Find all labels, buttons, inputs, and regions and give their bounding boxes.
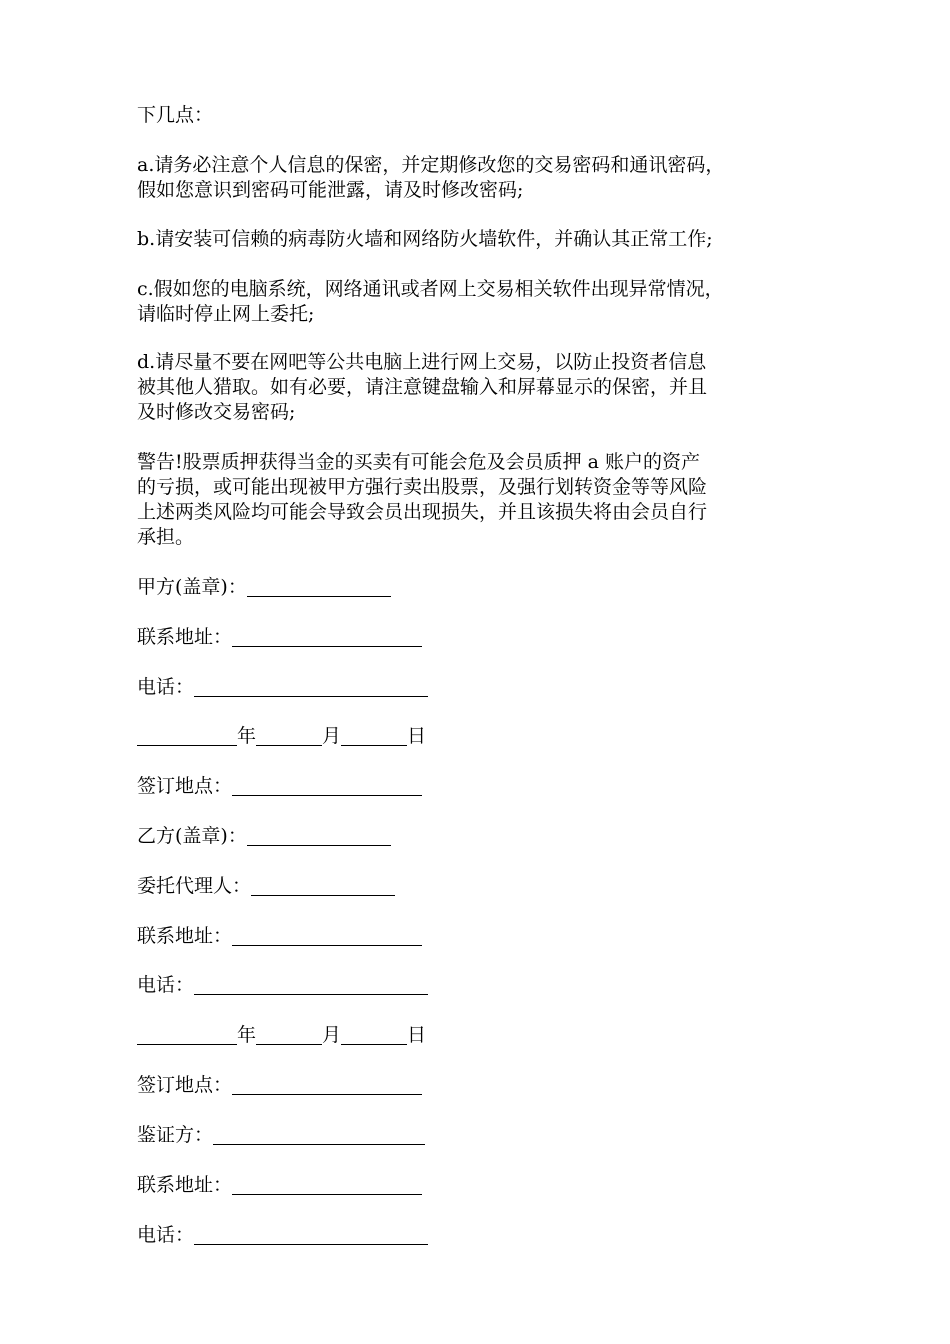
party-b-place-label: 签订地点： (137, 1074, 233, 1096)
party-b-address-field (137, 923, 422, 949)
witness-phone-blank[interactable] (194, 1224, 428, 1245)
party-b-date-field (137, 1022, 426, 1048)
party-b-year-label: 年 (237, 1024, 257, 1046)
party-a-year-label: 年 (237, 725, 257, 747)
party-a-address-blank[interactable] (232, 626, 422, 647)
item-d (137, 350, 837, 425)
party-b-phone-label: 电话： (137, 974, 195, 996)
party-b-agent-label: 委托代理人： (137, 875, 252, 897)
party-a-phone-label: 电话： (137, 676, 195, 698)
party-b-seal-field (137, 823, 391, 849)
party-a-place-label: 签订地点： (137, 775, 233, 797)
item-d-line-3: 及时修改交易密码; (137, 401, 296, 423)
party-a-year-blank[interactable] (137, 725, 237, 746)
intro-line: 下几点： (137, 104, 214, 126)
party-b-place-blank[interactable] (232, 1074, 422, 1095)
party-b-agent-blank[interactable] (251, 875, 395, 896)
party-a-month-blank[interactable] (256, 725, 322, 746)
party-b-year-blank[interactable] (137, 1024, 237, 1045)
party-b-seal-blank[interactable] (247, 825, 391, 846)
party-a-address-field (137, 624, 422, 650)
party-b-place-field (137, 1072, 422, 1098)
party-b-month-label: 月 (322, 1024, 342, 1046)
party-b-address-label: 联系地址： (137, 925, 233, 947)
witness-phone-field (137, 1222, 428, 1248)
item-a-line-2: 假如您意识到密码可能泄露，请及时修改密码; (137, 179, 524, 201)
party-a-address-label: 联系地址： (137, 626, 233, 648)
item-d-line-1: d.请尽量不要在网吧等公共电脑上进行网上交易，以防止投资者信息 (137, 351, 707, 373)
party-a-seal-field (137, 574, 391, 600)
party-a-seal-label: 甲方(盖章)： (137, 576, 247, 598)
witness-address-label: 联系地址： (137, 1174, 233, 1196)
warning-line-1: 警告!股票质押获得当金的买卖有可能会危及会员质押 a 账户的资产 (137, 451, 701, 473)
party-a-day-blank[interactable] (341, 725, 407, 746)
party-a-month-label: 月 (322, 725, 342, 747)
party-b-day-blank[interactable] (341, 1024, 407, 1045)
item-b-line-1: b.请安装可信赖的病毒防火墙和网络防火墙软件，并确认其正常工作; (137, 228, 713, 250)
witness-phone-label: 电话： (137, 1224, 195, 1246)
item-c (137, 277, 837, 327)
party-b-day-label: 日 (407, 1024, 427, 1046)
party-b-phone-blank[interactable] (194, 974, 428, 995)
item-b (137, 227, 837, 252)
party-a-day-label: 日 (407, 725, 427, 747)
party-b-month-blank[interactable] (256, 1024, 322, 1045)
party-b-address-blank[interactable] (232, 925, 422, 946)
witness-address-field (137, 1172, 422, 1198)
item-a-line-1: a.请务必注意个人信息的保密，并定期修改您的交易密码和通讯密码， (137, 154, 725, 176)
warning-line-3: 上述两类风险均可能会导致会员出现损失，并且该损失将由会员自行 (137, 501, 708, 523)
warning-line-2: 的亏损，或可能出现被甲方强行卖出股票，及强行划转资金等等风险 (137, 476, 708, 498)
item-d-line-2: 被其他人猎取。如有必要，请注意键盘输入和屏幕显示的保密，并且 (137, 376, 708, 398)
party-b-phone-field (137, 972, 428, 998)
witness-name-field (137, 1122, 425, 1148)
warning-paragraph (137, 450, 837, 550)
party-a-phone-blank[interactable] (194, 676, 428, 697)
party-b-agent-field (137, 873, 395, 899)
witness-name-blank[interactable] (213, 1124, 425, 1145)
party-b-seal-label: 乙方(盖章)： (137, 825, 247, 847)
item-c-line-1: c.假如您的电脑系统，网络通讯或者网上交易相关软件出现异常情况， (137, 278, 724, 300)
item-c-line-2: 请临时停止网上委托; (137, 303, 315, 325)
item-a (137, 153, 837, 203)
party-a-date-field (137, 723, 426, 749)
party-a-place-field (137, 773, 422, 799)
party-a-place-blank[interactable] (232, 775, 422, 796)
intro-text (137, 103, 837, 128)
party-a-seal-blank[interactable] (247, 576, 391, 597)
witness-name-label: 鉴证方： (137, 1124, 214, 1146)
warning-line-4: 承担。 (137, 526, 195, 548)
witness-address-blank[interactable] (232, 1174, 422, 1195)
party-a-phone-field (137, 674, 428, 700)
